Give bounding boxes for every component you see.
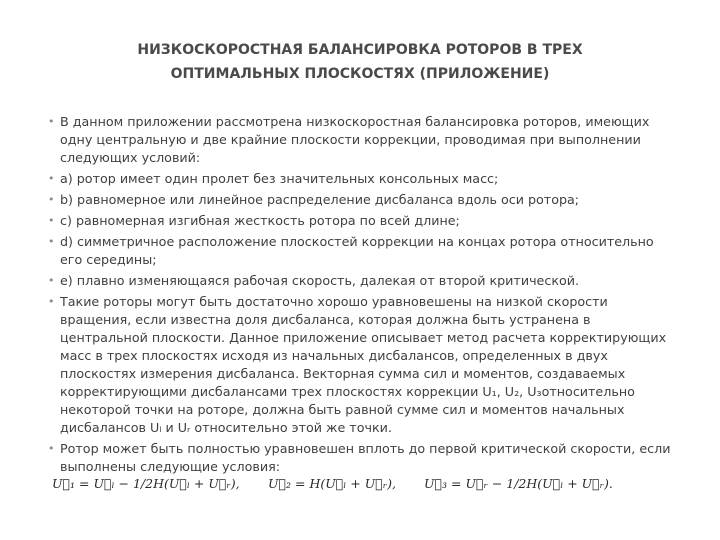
bullet-intro — [48, 113, 673, 167]
bullet-condition-c — [48, 212, 673, 230]
bullet-full-balance — [48, 440, 673, 476]
formula-row — [50, 476, 670, 502]
bullet-condition-a — [48, 170, 673, 188]
formula-u3: U⃗₃ = U⃗ᵣ − 1/2H(U⃗ₗ + U⃗ᵣ). — [424, 476, 613, 491]
bullet-text: • В данном приложении рассмотрена низкоскоростная балансировка роторов, имеющих одну центральную и две крайние плоскости коррекции, проводимая при выполнении следующих условий: — [60, 114, 650, 165]
bullet-condition-b — [48, 191, 673, 209]
title-line-2: ОПТИМАЛЬНЫХ ПЛОСКОСТЯХ (ПРИЛОЖЕНИЕ) — [170, 66, 550, 82]
bullet-text: • Ротор может быть полностью уравновешен вплоть до первой критической скорости, если выполнены следующие условия: — [60, 441, 671, 474]
bullet-text: • b) равномерное или линейное распределение дисбаланса вдоль оси ротора; — [60, 192, 580, 207]
slide-title — [60, 38, 660, 86]
bullet-text: • d) симметричное расположение плоскостей коррекции на концах ротора относительно его середины; — [60, 234, 654, 267]
formula-u2: U⃗₂ = H(U⃗ₗ + U⃗ᵣ), — [268, 476, 396, 491]
bullet-text: • a) ротор имеет один пролет без значительных консольных масс; — [60, 171, 499, 186]
formula-u1: U⃗₁ = U⃗ₗ − 1/2H(U⃗ₗ + U⃗ᵣ), — [52, 476, 240, 491]
title-line-1: НИЗКОСКОРОСТНАЯ БАЛАНСИРОВКА РОТОРОВ В ТРЕХ — [137, 42, 583, 58]
bullet-method-description — [48, 293, 673, 437]
bullet-text: • e) плавно изменяющаяся рабочая скорость, далекая от второй критической. — [60, 273, 580, 288]
bullet-list — [48, 113, 673, 479]
bullet-condition-e — [48, 272, 673, 290]
bullet-condition-d — [48, 233, 673, 269]
bullet-text: • c) равномерная изгибная жесткость ротора по всей длине; — [60, 213, 460, 228]
bullet-text: • Такие роторы могут быть достаточно хорошо уравновешены на низкой скорости вращения, если известна доля дисбаланса, которая должна быть устранена в центральной плоскости. Данное приложение описывает метод расчета корректирующих масс в трех плоскостях исходя из начальных дисбалансов, определенных в двух плоскостях измерения дисбаланса. Векторная сумма сил и моментов, создаваемых корректирующими дисбалансами трех плоскостях коррекции U₁, U₂, U₃относительно некоторой точки на роторе, должна быть равной сумме сил и моментов начальных дисбалансов Uₗ и Uᵣ относительно этой же точки. — [60, 294, 667, 435]
